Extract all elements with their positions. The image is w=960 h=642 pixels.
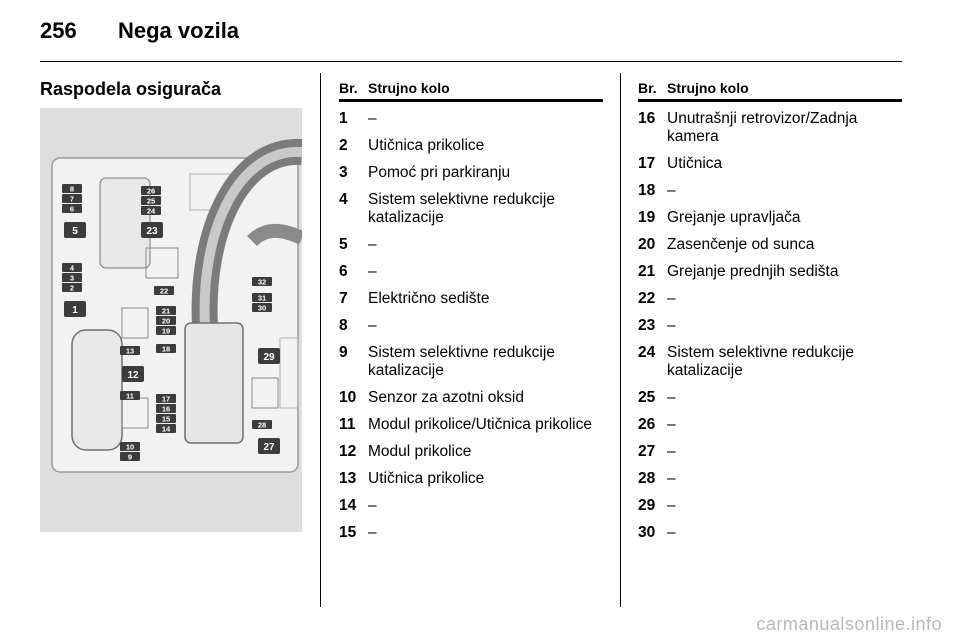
- fuse-number: 9: [339, 344, 348, 361]
- fuse-number: 13: [339, 470, 357, 487]
- table-row: [638, 497, 902, 515]
- fuse-label: 17: [161, 394, 171, 404]
- circuit-name: Električno sedište: [368, 290, 490, 307]
- circuit-name: –: [667, 317, 676, 334]
- fuse-label: 25: [146, 196, 156, 206]
- fuse-label: 26: [146, 186, 156, 196]
- fuse-number: 18: [638, 182, 656, 199]
- table-row: [339, 110, 603, 128]
- table-header: [339, 80, 603, 102]
- fuse-number: 6: [339, 263, 348, 280]
- circuit-name: Grejanje prednjih sedišta: [667, 263, 839, 280]
- fuse-label: 32: [257, 277, 267, 287]
- fuse-number: 11: [339, 416, 356, 433]
- circuit-name: –: [368, 497, 377, 514]
- circuit-name: Modul prikolice: [368, 443, 472, 460]
- fuse-number: 16: [638, 110, 656, 127]
- fuse-number: 26: [638, 416, 656, 433]
- circuit-name: Utičnica: [667, 155, 723, 172]
- fuse-label: 12: [127, 370, 139, 381]
- circuit-name: –: [667, 416, 676, 433]
- lower-connector: [72, 330, 122, 450]
- circuit-name: –: [667, 389, 676, 406]
- fuse-label: 8: [69, 184, 75, 194]
- fuse-number: 24: [638, 344, 656, 361]
- table-row: [339, 317, 603, 335]
- circuit-name: –: [667, 497, 676, 514]
- circuit-name: Unutrašnji retrovizor/Zadnja kamera: [667, 110, 858, 145]
- fuse-label: 30: [257, 303, 267, 313]
- circuit-name: Sistem selektivne redukcije katalizacije: [368, 191, 555, 226]
- fuse-number: 5: [339, 236, 348, 253]
- fuse-number: 1: [339, 110, 348, 127]
- table-row: [339, 191, 603, 227]
- footer-watermark: carmanualsonline.info: [756, 614, 942, 634]
- circuit-name: Sistem selektivne redukcije katalizacije: [368, 344, 555, 379]
- table-row: [638, 209, 902, 227]
- table-header: [638, 80, 902, 102]
- column-divider: [320, 73, 321, 607]
- circuit-name: –: [667, 290, 676, 307]
- fuse-label: 21: [161, 306, 171, 316]
- fuse-number: 17: [638, 155, 656, 172]
- fuse-label: 11: [126, 391, 134, 401]
- table-row: [339, 524, 603, 542]
- table-row: [339, 236, 603, 254]
- fuse-label: 10: [125, 442, 135, 452]
- fuse-label: 23: [146, 226, 158, 237]
- table-rows: [638, 110, 902, 542]
- col-no-header: Br.: [638, 80, 657, 96]
- table-row: [339, 470, 603, 488]
- fuse-number: 25: [638, 389, 656, 406]
- table-row: [638, 236, 902, 254]
- table-row: [638, 263, 902, 281]
- circuit-name: Utičnica prikolice: [368, 137, 485, 154]
- table-row: [339, 344, 603, 380]
- circuit-name: Sistem selektivne redukcije katalizacije: [667, 344, 854, 379]
- fuse-label: 1: [72, 305, 78, 316]
- table-row: [638, 389, 902, 407]
- page-title: Nega vozila: [118, 18, 240, 43]
- header-rule: [40, 61, 902, 62]
- fuse-number: 8: [339, 317, 348, 334]
- table-row: [339, 290, 603, 308]
- fuse-label: 28: [257, 420, 267, 430]
- fuse-number: 2: [339, 137, 348, 154]
- fuse-label: 27: [263, 442, 275, 453]
- fuse-label: 7: [69, 194, 75, 204]
- table-row: [339, 389, 603, 407]
- fuse-label: 22: [159, 286, 169, 296]
- fuse-number: 22: [638, 290, 656, 307]
- circuit-name: –: [368, 110, 377, 127]
- table-row: [339, 137, 603, 155]
- fuse-number: 4: [339, 191, 348, 208]
- table-row: [339, 443, 603, 461]
- fuse-number: 14: [339, 497, 357, 514]
- fuse-label: 4: [69, 263, 75, 273]
- fuse-label: 9: [127, 452, 133, 462]
- circuit-name: Grejanje upravljača: [667, 209, 801, 226]
- table-row: [638, 110, 902, 146]
- fuse-table-left: [339, 80, 603, 542]
- col-no-header: Br.: [339, 80, 358, 96]
- fuse-number: 10: [339, 389, 357, 406]
- fuse-number: 28: [638, 470, 656, 487]
- table-row: [638, 317, 902, 335]
- table-row: [638, 416, 902, 434]
- fuse-number: 30: [638, 524, 656, 541]
- circuit-name: –: [667, 443, 676, 460]
- col-circuit-header: Strujno kolo: [368, 80, 450, 96]
- fuse-number: 27: [638, 443, 656, 460]
- fuse-label: 2: [69, 283, 75, 293]
- fuse-label: 24: [146, 206, 156, 216]
- fuse-label: 6: [69, 204, 75, 214]
- column-divider: [620, 73, 621, 607]
- table-row: [638, 470, 902, 488]
- fuse-box-drawing: [40, 108, 302, 532]
- table-row: [638, 443, 902, 461]
- circuit-name: –: [368, 236, 377, 253]
- circuit-name: –: [667, 524, 676, 541]
- fuse-number: 19: [638, 209, 656, 226]
- fuse-number: 3: [339, 164, 348, 181]
- circuit-name: –: [667, 470, 676, 487]
- circuit-name: Pomoć pri parkiranju: [368, 164, 511, 181]
- circuit-name: –: [667, 182, 676, 199]
- fuse-label: 31: [257, 293, 267, 303]
- table-row: [638, 344, 902, 380]
- fuse-number: 23: [638, 317, 656, 334]
- circuit-name: Zasenčenje od sunca: [667, 236, 815, 253]
- fuse-label: 29: [263, 352, 275, 363]
- table-row: [339, 497, 603, 515]
- fuse-label: 20: [161, 316, 171, 326]
- fuse-number: 12: [339, 443, 357, 460]
- page-number: 256: [40, 18, 77, 43]
- fuse-number: 15: [339, 524, 357, 541]
- fuse-table-right: [638, 80, 902, 542]
- fuse-label: 16: [161, 404, 171, 414]
- circuit-name: –: [368, 524, 377, 541]
- table-row: [339, 263, 603, 281]
- col-circuit-header: Strujno kolo: [667, 80, 749, 96]
- fuse-label: 5: [72, 226, 78, 237]
- section-title: Raspodela osigurača: [40, 79, 222, 99]
- circuit-name: –: [368, 317, 377, 334]
- main-connector: [185, 323, 243, 443]
- table-row: [339, 416, 603, 434]
- fuse-label: 18: [161, 344, 171, 354]
- table-row: [638, 155, 902, 173]
- table-row: [339, 164, 603, 182]
- fuse-number: 7: [339, 290, 348, 307]
- circuit-name: Modul prikolice/Utičnica prikolice: [368, 416, 592, 433]
- circuit-name: Senzor za azotni oksid: [368, 389, 524, 406]
- table-row: [638, 182, 902, 200]
- table-row: [638, 524, 902, 542]
- fuse-label: 14: [161, 424, 171, 434]
- circuit-name: –: [368, 263, 377, 280]
- circuit-name: Utičnica prikolice: [368, 470, 485, 487]
- fuse-label: 15: [161, 414, 171, 424]
- table-row: [638, 290, 902, 308]
- fuse-label: 19: [161, 326, 171, 336]
- fuse-label: 3: [69, 273, 75, 283]
- fuse-number: 21: [638, 263, 656, 280]
- fuse-label: 13: [125, 346, 135, 356]
- table-rows: [339, 110, 603, 542]
- fuse-number: 29: [638, 497, 656, 514]
- fuse-number: 20: [638, 236, 656, 253]
- fuse-box-diagram: [40, 108, 302, 532]
